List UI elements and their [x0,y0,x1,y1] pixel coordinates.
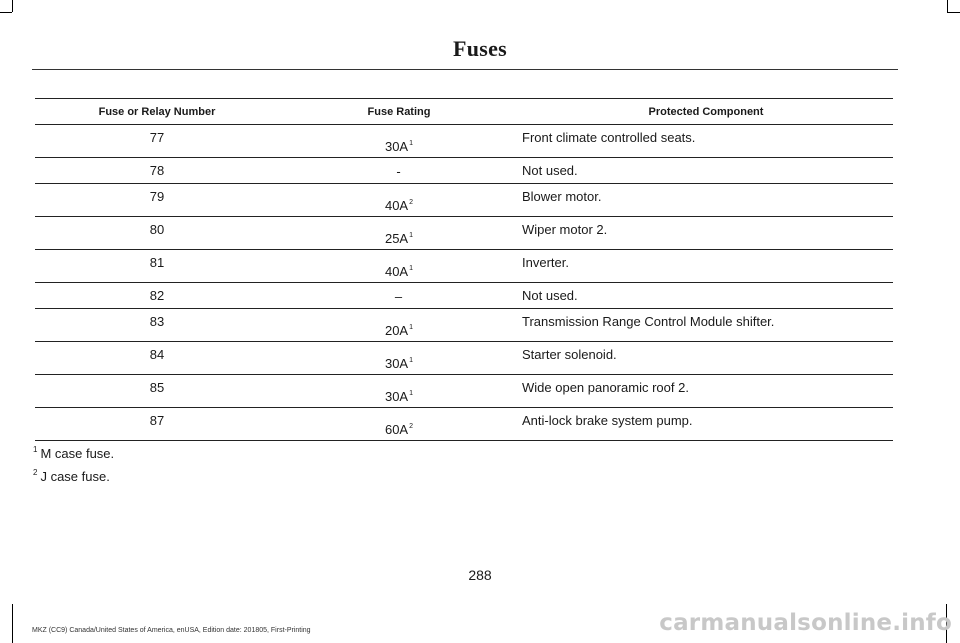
page-number: 288 [468,567,492,583]
footnote-ref: 1 [409,232,414,239]
fuse-number: 85 [149,380,165,395]
footnotes [33,440,114,486]
fuse-rating: 40A [384,264,409,279]
crop-mark-top-left-h [0,12,12,13]
footnote-text: J case fuse. [40,469,110,484]
page-title: Fuses [452,36,508,61]
fuse-number: 83 [149,314,165,329]
footnote-text: M case fuse. [40,446,115,461]
footnote [33,463,114,486]
table-row [35,184,893,217]
fuse-number: 84 [149,347,165,362]
protected-component: Front climate controlled seats. [522,130,696,145]
fuse-number: 81 [149,255,165,270]
protected-component: Inverter. [522,255,569,270]
crop-mark-top-right-v [947,0,948,12]
protected-component: Not used. [522,288,578,303]
footnote-mark: 2 [33,468,38,477]
crop-mark-top-left-v [12,0,13,12]
footnote-ref: 2 [409,423,414,430]
protected-component: Starter solenoid. [522,347,617,362]
fuse-table [35,98,893,441]
table-row [35,309,893,342]
fuse-number: 77 [149,130,165,145]
protected-component: Anti-lock brake system pump. [522,413,693,428]
table-row [35,217,893,250]
footnote-ref: 1 [409,357,414,364]
crop-mark-top-right-h [947,12,960,13]
fuse-rating: 20A [384,323,409,338]
table-row [35,125,893,158]
footnote [33,440,114,463]
fuse-number: 87 [149,413,165,428]
fuse-rating: 25A [384,231,409,246]
fuse-rating: 30A [384,356,409,371]
table-header-row [35,99,893,125]
crop-mark-bottom-left-v [12,604,13,643]
table-row [35,250,893,283]
table-row [35,342,893,375]
protected-component: Not used. [522,163,578,178]
table-row [35,283,893,309]
footnote-ref: 1 [409,324,414,331]
column-header-component: Protected Component [519,99,893,125]
edition-line: MKZ (CC9) Canada/United States of America, enUSA, Edition date: 201805, First-Printing [32,627,311,634]
footnote-ref: 1 [409,390,414,397]
title-divider [32,69,898,70]
fuse-rating: 60A [384,422,409,437]
protected-component: Wiper motor 2. [522,222,608,237]
fuse-number: 79 [149,189,165,204]
table-row [35,408,893,441]
fuse-rating: 30A [384,139,409,154]
fuse-number: 82 [149,288,165,303]
footnote-mark: 1 [33,445,38,454]
fuse-rating: 30A [384,389,409,404]
protected-component: Wide open panoramic roof 2. [522,380,689,395]
fuse-number: 80 [149,222,165,237]
footnote-ref: 1 [409,140,414,147]
column-header-rating: Fuse Rating [279,99,519,125]
fuse-number: 78 [149,163,165,178]
protected-component: Blower motor. [522,189,602,204]
footnote-ref: 1 [409,265,414,272]
fuse-rating: - [396,164,401,179]
watermark: carmanualsonline.info [659,610,952,636]
column-header-number: Fuse or Relay Number [35,99,279,125]
table-row [35,158,893,184]
footnote-ref: 2 [409,199,414,206]
table-row [35,375,893,408]
fuse-rating: – [394,289,403,304]
fuse-rating: 40A [384,198,409,213]
protected-component: Transmission Range Control Module shifter. [522,314,775,329]
